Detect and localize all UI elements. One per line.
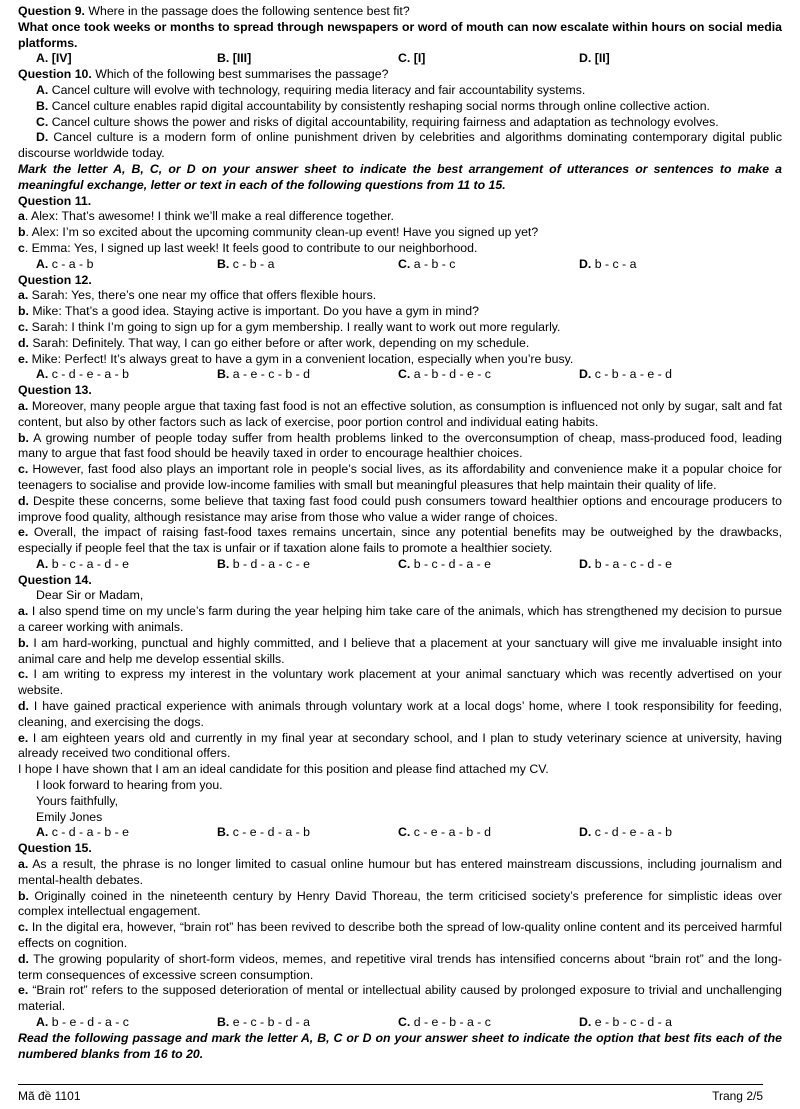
q15-label: Question 15. (18, 841, 92, 856)
q14-label: Question 14. (18, 572, 92, 587)
q9-option-a[interactable]: A. [IV] (36, 51, 72, 66)
q13-line-c: c. However, fast food also plays an important role in people’s social lives, as its affordability and convenience make it a popular choice for teenagers to socialise and provide low-income families with small but meaningful pleasures that help maintain their quality of life. (18, 462, 782, 492)
q9-stem (18, 4, 782, 20)
q15-options (18, 1015, 782, 1031)
q12-line-c: c. Sarah: I think I’m going to sign up for a gym membership. I really want to work out more regularly. (18, 319, 561, 334)
q12-label: Question 12. (18, 272, 92, 287)
q14-option-c[interactable]: C. c - e - a - b - d (398, 825, 491, 840)
q15-line-b: b. Originally coined in the nineteenth century by Henry David Thoreau, the term criticised society’s preference for simplistic ideas over complex intellectual engagement. (18, 888, 782, 919)
q15-line-c: c. In the digital era, however, “brain rot” has been revived to describe both the spread of low-quality online content and its perceived harmful effects on cognition. (18, 920, 782, 951)
q9-option-d[interactable]: D. [II] (579, 51, 610, 66)
q9-sentence: What once took weeks or months to spread through newspapers or word of mouth can now escalate within hours on social media platforms. (18, 19, 782, 50)
q13-option-a[interactable]: A. b - c - a - d - e (36, 556, 129, 571)
q15-line-a: a. As a result, the phrase is no longer limited to casual online humour but has entered mainstream discussions, including journalism and mental-health debates. (18, 857, 782, 887)
q11-options (18, 257, 782, 273)
page-footer (18, 1084, 763, 1105)
q12-option-d[interactable]: D. c - b - a - e - d (579, 367, 672, 382)
instruction-16-20: Read the following passage and mark the letter A, B, C or D on your answer sheet to indicate the option that best fits each of the numbered blanks from 16 to 20. (18, 1030, 782, 1061)
q11-line-a: a. Alex: That’s awesome! I think we’ll make a real difference together. (18, 209, 394, 224)
q12-option-b[interactable]: B. a - e - c - b - d (217, 367, 310, 382)
q11-line-b: b. Alex: I’m so excited about the upcoming community clean-up event! Have you signed up yet? (18, 225, 539, 240)
q15-option-d[interactable]: D. e - b - c - d - a (579, 1015, 672, 1029)
q10-stem: Question 10. Which of the following best summarises the passage? (18, 67, 389, 82)
q9-stem-text: Where in the passage does the following sentence best fit? (84, 4, 410, 18)
q15-option-b[interactable]: B. e - c - b - d - a (217, 1015, 310, 1029)
q15-option-c[interactable]: C. d - e - b - a - c (398, 1015, 491, 1029)
q14-greeting: Dear Sir or Madam, (36, 588, 144, 603)
q9-options (18, 51, 782, 67)
q11-option-b[interactable]: B. c - b - a (217, 256, 275, 271)
q14-line-a: a. I also spend time on my uncle’s farm during the year helping him take care of the animals, which has strengthened my decision to pursue a career working with animals. (18, 604, 782, 635)
q14-line-d: d. I have gained practical experience with animals through voluntary work at a local dogs’ home, where I took responsibility for feeding, cleaning, and exercising the dogs. (18, 699, 782, 729)
q12-line-d: d. Sarah: Definitely. That way, I can go either before or after work, depending on my schedule. (18, 335, 530, 350)
q10-option-a[interactable]: A. Cancel culture will evolve with technology, requiring media literacy and fair accountability systems. (36, 82, 586, 97)
q14-look-forward: I look forward to hearing from you. (36, 778, 223, 793)
q10-option-b[interactable]: B. Cancel culture enables rapid digital accountability by consistently reshaping social norms through online collective action. (36, 98, 710, 113)
q15-option-a[interactable]: A. b - e - d - a - c (36, 1015, 129, 1029)
q14-option-a[interactable]: A. c - d - a - b - e (36, 825, 129, 840)
q13-line-a: a. Moreover, many people argue that taxing fast food is not an effective solution, as consumption is influenced not only by sugar, salt and fat content, but also by other factors such as lack of exercise, poor portion control and individual eating habits. (18, 398, 782, 429)
q11-line-c: c. Emma: Yes, I signed up last week! It feels good to contribute to our neighborhood. (18, 240, 478, 255)
q14-option-b[interactable]: B. c - e - d - a - b (217, 825, 310, 840)
q14-line-b: b. I am hard-working, punctual and highly committed, and I believe that a placement at your sanctuary will give me invaluable insight into animal care and help me develop essential skills. (18, 635, 782, 666)
q10-option-d[interactable]: D. Cancel culture is a modern form of online punishment driven by celebrities and algorithms dominating contemporary digital public discourse worldwide today. (18, 130, 782, 161)
q13-line-b: b. A growing number of people today suffer from health problems linked to the overconsumption of cheap, mass-produced food, leading many to argue that fast food should be heavily taxed in order to encourage healthier choices. (18, 430, 782, 461)
q14-option-d[interactable]: D. c - d - e - a - b (579, 825, 672, 840)
q14-name: Emily Jones (36, 809, 103, 824)
q12-line-a: a. Sarah: Yes, there’s one near my office that offers flexible hours. (18, 288, 377, 303)
q11-option-a[interactable]: A. c - a - b (36, 256, 94, 271)
q11-option-d[interactable]: D. b - c - a (579, 256, 637, 271)
page-number: Trang 2/5 (712, 1089, 763, 1103)
q13-option-d[interactable]: D. b - a - c - d - e (579, 556, 672, 571)
q13-line-d: d. Despite these concerns, some believe that taxing fast food could push consumers toward healthier options and encourage producers to improve food quality, although resistance may arise from those who value a wider range of choices. (18, 493, 782, 524)
q12-option-c[interactable]: C. a - b - d - e - c (398, 367, 491, 382)
q12-option-a[interactable]: A. c - d - e - a - b (36, 367, 129, 382)
q11-option-c[interactable]: C. a - b - c (398, 256, 456, 271)
q9-option-b[interactable]: B. [III] (217, 51, 252, 66)
q12-line-b: b. Mike: That’s a good idea. Staying active is important. Do you have a gym in mind? (18, 304, 479, 319)
q13-option-c[interactable]: C. b - c - d - a - e (398, 556, 491, 571)
q14-closing: I hope I have shown that I am an ideal candidate for this position and please find attached my CV. (18, 762, 549, 777)
q13-options (18, 557, 782, 573)
q12-line-e: e. Mike: Perfect! It’s always great to have a gym in a convenient location, especially when you’re busy. (18, 351, 574, 366)
q13-line-e: e. Overall, the impact of raising fast-food taxes remains uncertain, since any potential benefits may be outweighed by the drawbacks, especially if people feel that the tax is unfair or if taxation alone fails to promote a healthier society. (18, 525, 782, 556)
q9-label: Question 9. (18, 4, 85, 18)
q14-signoff: Yours faithfully, (36, 793, 119, 808)
q14-line-e: e. I am eighteen years old and currently in my final year at secondary school, and I plan to study veterinary science at university, having already received two conditional offers. (18, 730, 782, 761)
q9-option-c[interactable]: C. [I] (398, 51, 426, 66)
q11-label: Question 11. (18, 193, 92, 208)
q15-line-e: e. “Brain rot” refers to the supposed deterioration of mental or intellectual ability caused by prolonged exposure to trivial and unchallenging material. (18, 983, 782, 1014)
instruction-11-15: Mark the letter A, B, C, or D on your answer sheet to indicate the best arrangement of utterances or sentences to make a meaningful exchange, letter or text in each of the following questions from 11 to 15. (18, 161, 782, 192)
q10-label: Question 10. (18, 67, 92, 82)
q13-option-b[interactable]: B. b - d - a - c - e (217, 556, 310, 571)
q13-label: Question 13. (18, 383, 92, 398)
q12-options (18, 367, 782, 383)
q15-line-d: d. The growing popularity of short-form videos, memes, and repetitive viral trends has intensified concerns about “brain rot” and the long-term consequences of excessive screen consumption. (18, 951, 782, 982)
q14-options (18, 825, 782, 841)
q10-option-c[interactable]: C. Cancel culture shows the power and risks of digital accountability, requiring fairness and adaptation as technology evolves. (36, 114, 719, 129)
q14-line-c: c. I am writing to express my interest in the voluntary work placement at your animal sanctuary which was recently advertised on your website. (18, 667, 782, 698)
exam-code: Mã đề 1101 (18, 1089, 81, 1103)
